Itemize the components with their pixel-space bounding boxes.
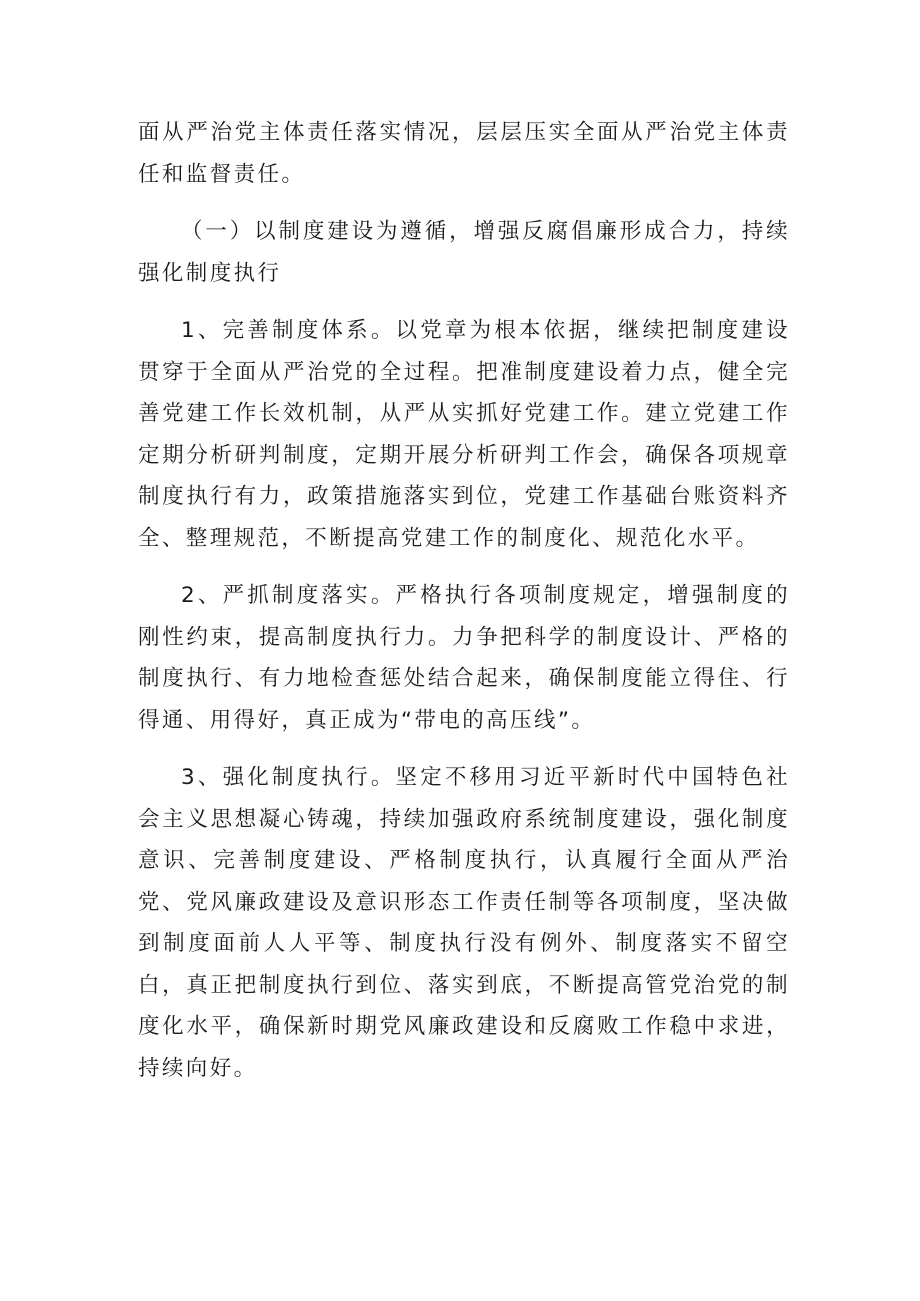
paragraph-item-1: 1、完善制度体系。以党章为根本依据，继续把制度建设贯穿于全面从严治党的全过程。把准制度建设着力点，健全完善党建工作长效机制，从严从实抓好党建工作。建立党建工作定期分析研判制度，定期开展分析研判工作会，确保各项规章制度执行有力，政策措施落实到位，党建工作基础台账资料齐全、整理规范，不断提高党建工作的制度化、规范化水平。	[138, 318, 790, 551]
paragraph-item-3: 3、强化制度执行。坚定不移用习近平新时代中国特色社会主义思想凝心铸魂，持续加强政府系统制度建设，强化制度意识、完善制度建设、严格制度执行，认真履行全面从严治党、党风廉政建设及意识形态工作责任制等各项制度，坚决做到制度面前人人平等、制度执行没有例外、制度落实不留空白，真正把制度执行到位、落实到底，不断提高管党治党的制度化水平，确保新时期党风廉政建设和反腐败工作稳中求进，持续向好。	[138, 765, 790, 1081]
document-body	[138, 112, 790, 1089]
section-heading: （一）以制度建设为遵循，增强反腐倡廉形成合力，持续强化制度执行	[138, 219, 790, 286]
paragraph-item-2: 2、严抓制度落实。严格执行各项制度规定，增强制度的刚性约束，提高制度执行力。力争把科学的制度设计、严格的制度执行、有力地检查惩处结合起来，确保制度能立得住、行得通、用得好，真正成为“带电的高压线”。	[138, 583, 790, 733]
paragraph-continuation: 面从严治党主体责任落实情况，层层压实全面从严治党主体责任和监督责任。	[138, 120, 790, 187]
